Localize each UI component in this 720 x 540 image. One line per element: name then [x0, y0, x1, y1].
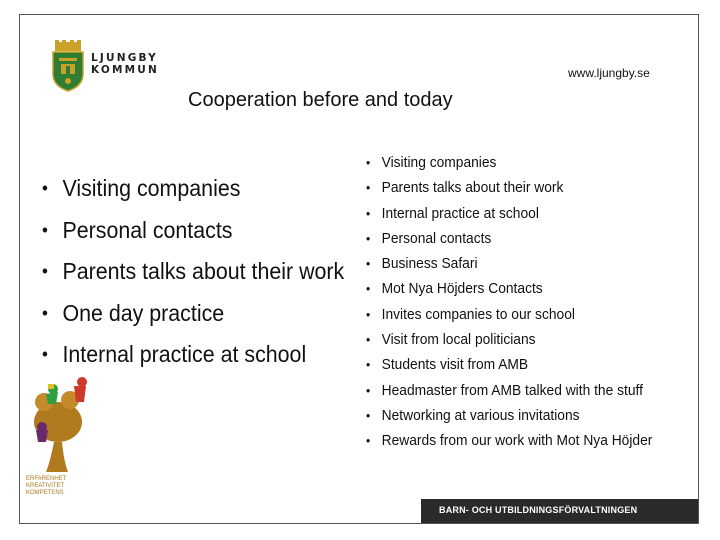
list-item: • Visit from local politicians [366, 327, 652, 352]
list-item: • Headmaster from AMB talked with the stuff [366, 378, 652, 403]
right-bullet-list [366, 150, 677, 454]
list-item: • Rewards from our work with Mot Nya Höjder [366, 428, 652, 453]
list-item: • Internal practice at school [42, 334, 344, 376]
list-item: • Mot Nya Höjders Contacts [366, 276, 652, 301]
logo-line-kommun: KOMMUN [91, 64, 160, 76]
ljungby-kommun-logo [51, 40, 169, 92]
list-item: • Visiting companies [42, 168, 344, 210]
tree-logo-line1: ERFARENHET [26, 476, 67, 482]
left-bullet-list [42, 168, 367, 376]
list-item: • Invites companies to our school [366, 302, 652, 327]
list-item: • Personal contacts [366, 226, 652, 251]
slide-title: Cooperation before and today [188, 89, 453, 111]
tree-logo-icon [24, 372, 94, 497]
list-item: • Parents talks about their work [42, 251, 344, 293]
list-item: • Students visit from AMB [366, 352, 652, 377]
list-item: • Parents talks about their work [366, 175, 652, 200]
list-item: • Networking at various invitations [366, 403, 652, 428]
list-item: • Personal contacts [42, 210, 344, 252]
list-item: • One day practice [42, 293, 344, 335]
website-url: www.ljungby.se [568, 66, 650, 80]
tree-logo-line2: KREATIVITET [26, 483, 65, 489]
tree-logo-line3: KOMPETENS [26, 490, 64, 496]
list-item: • Business Safari [366, 251, 652, 276]
list-item: • Visiting companies [366, 150, 652, 175]
logo-line-ljungby: LJUNGBY [91, 52, 158, 64]
coat-of-arms-icon [51, 40, 85, 92]
footer-text: BARN- OCH UTBILDNINGSFÖRVALTNINGEN [439, 505, 638, 515]
footer-bar [421, 499, 698, 523]
list-item: • Internal practice at school [366, 201, 652, 226]
